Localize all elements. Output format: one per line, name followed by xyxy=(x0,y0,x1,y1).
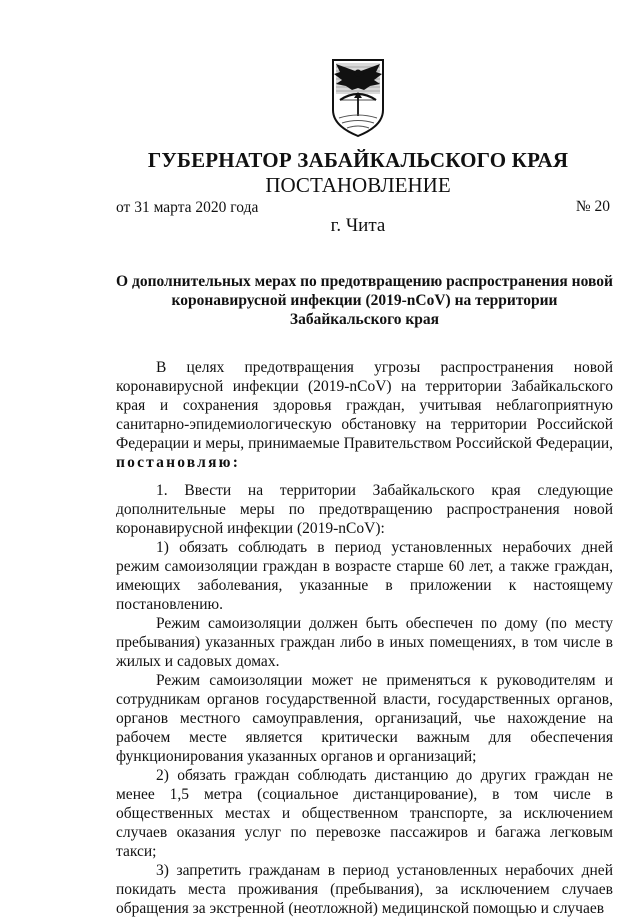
body-paragraph: Режим самоизоляции должен быть обеспечен по дому (по месту пребывания) указанных граждан либо в иных помещениях, в том числе в жилых и садовых домах. xyxy=(116,615,613,670)
body-paragraph: 3) запретить гражданам в период установленных нерабочих дней покидать места проживания (пребывания), за исключением случаев обращения за экстренной (неотложной) медицинской помощью и случаев xyxy=(116,862,613,917)
body-paragraph: 1. Ввести на территории Забайкальского края следующие дополнительные меры по предотвращению распространения новой коронавирусной инфекции (2019-nCoV): xyxy=(116,482,613,537)
body-paragraph: 2) обязать граждан соблюдать дистанцию до других граждан не менее 1,5 метра (социальное дистанцирование), в том числе в общественных местах и общественном транспорте, за исключением случаев оказания услуг по перевозке пассажиров и багажа легковым такси; xyxy=(116,767,613,860)
document-type: ПОСТАНОВЛЕНИЕ xyxy=(265,173,451,197)
preamble-paragraph xyxy=(116,358,613,472)
decree-word: постановляю: xyxy=(116,454,241,471)
coat-of-arms-icon xyxy=(330,58,386,138)
document-city: г. Чита xyxy=(330,215,386,236)
document-subject: О дополнительных мерах по предотвращению распространения новой коронавирусной инфекции (2019-nCoV) на территории Забайкальского края xyxy=(116,273,613,328)
body-paragraph: 1) обязать соблюдать в период установленных нерабочих дней режим самоизоляции граждан в возрасте старше 60 лет, а также граждан, имеющих заболевания, указанные в приложении к настоящему постановлению. xyxy=(116,539,613,613)
document-body xyxy=(116,358,613,918)
body-paragraph: Режим самоизоляции может не применяться к руководителям и сотрудникам органов государственной власти, государственных органов, органов местного самоуправления, организаций, чье нахождение на рабочем месте является критически важным для обеспечения функционирования указанных органов и организаций; xyxy=(116,672,613,765)
document-number: № 20 xyxy=(575,198,610,215)
issuing-authority: ГУБЕРНАТОР ЗАБАЙКАЛЬСКОГО КРАЯ xyxy=(147,148,569,172)
document-date: от 31 марта 2020 года xyxy=(116,199,259,216)
preamble-text: В целях предотвращения угрозы распространения новой коронавирусной инфекции (2019-nCoV) на территории Забайкальского края и сохранения здоровья граждан, учитывая неблагоприятную санитарно-эпидемиологическую обстановку на территории Российской Федерации и меры, принимаемые Правительством Российской Федерации, xyxy=(116,359,613,452)
